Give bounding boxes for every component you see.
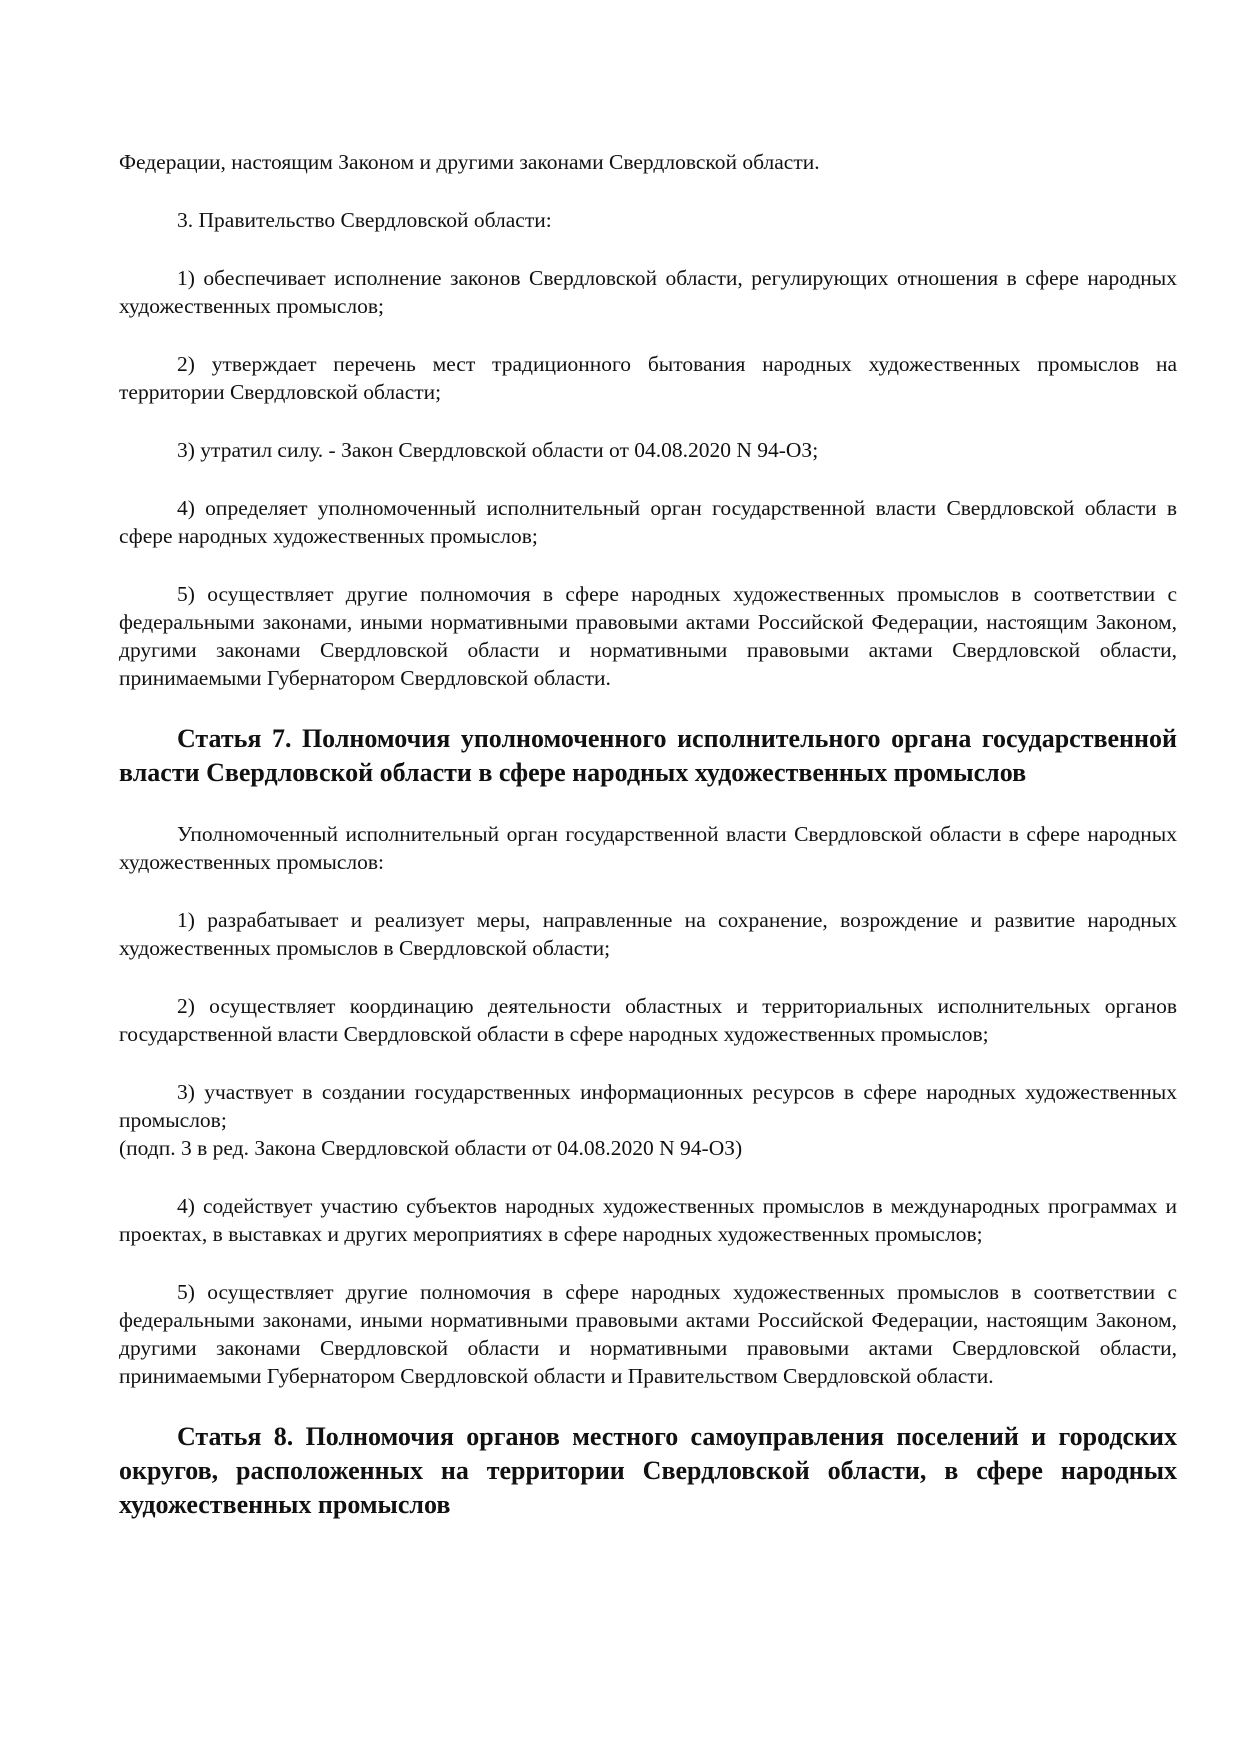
article-7-intro: Уполномоченный исполнительный орган государственной власти Свердловской области в сфере народных художественных промыслов: bbox=[119, 822, 1177, 874]
article-7-heading bbox=[119, 722, 1177, 790]
amendment-note: (подп. 3 в ред. Закона Свердловской области от 04.08.2020 N 94-ОЗ) bbox=[119, 1136, 743, 1160]
list-item: 3) участвует в создании государственных информационных ресурсов в сфере народных художественных промыслов; bbox=[119, 1080, 1177, 1132]
article-7-title: Статья 7. Полномочия уполномоченного исполнительного органа государственной власти Свердловской области в сфере народных художественных промыслов bbox=[119, 724, 1177, 787]
article-8-heading bbox=[119, 1420, 1177, 1522]
list-item: 4) определяет уполномоченный исполнительный орган государственной власти Свердловской области в сфере народных художественных промыслов; bbox=[119, 496, 1177, 548]
list-item: 4) содействует участию субъектов народных художественных промыслов в международных программах и проектах, в выставках и других мероприятиях в сфере народных художественных промыслов; bbox=[119, 1194, 1177, 1246]
list-item: 5) осуществляет другие полномочия в сфере народных художественных промыслов в соответствии с федеральными законами, иными нормативными правовыми актами Российской Федерации, настоящим Законом, другими законами Свердловской области и нормативными правовыми актами Свердловской области, принимаемыми Губернатором Свердловской области и Правительством Свердловской области. bbox=[119, 1280, 1177, 1388]
list-item: 3) утратил силу. - Закон Свердловской области от 04.08.2020 N 94-ОЗ; bbox=[177, 438, 819, 462]
list-item: 2) осуществляет координацию деятельности областных и территориальных исполнительных органов государственной власти Свердловской области в сфере народных художественных промыслов; bbox=[119, 994, 1177, 1046]
article-8-title: Статья 8. Полномочия органов местного самоуправления поселений и городских округов, расположенных на территории Свердловской области, в сфере народных художественных промыслов bbox=[119, 1422, 1177, 1519]
list-item: 1) разрабатывает и реализует меры, направленные на сохранение, возрождение и развитие народных художественных промыслов в Свердловской области; bbox=[119, 908, 1177, 960]
paragraph-continuation: Федерации, настоящим Законом и другими законами Свердловской области. bbox=[119, 150, 820, 174]
list-item: 2) утверждает перечень мест традиционного бытования народных художественных промыслов на территории Свердловской области; bbox=[119, 352, 1177, 404]
list-item: 5) осуществляет другие полномочия в сфере народных художественных промыслов в соответствии с федеральными законами, иными нормативными правовыми актами Российской Федерации, настоящим Законом, другими законами Свердловской области и нормативными правовыми актами Свердловской области, принимаемыми Губернатором Свердловской области. bbox=[119, 582, 1177, 690]
list-item: 1) обеспечивает исполнение законов Свердловской области, регулирующих отношения в сфере народных художественных промыслов; bbox=[119, 266, 1177, 318]
paragraph-section-3: 3. Правительство Свердловской области: bbox=[177, 208, 552, 232]
document-page bbox=[119, 148, 1177, 1552]
